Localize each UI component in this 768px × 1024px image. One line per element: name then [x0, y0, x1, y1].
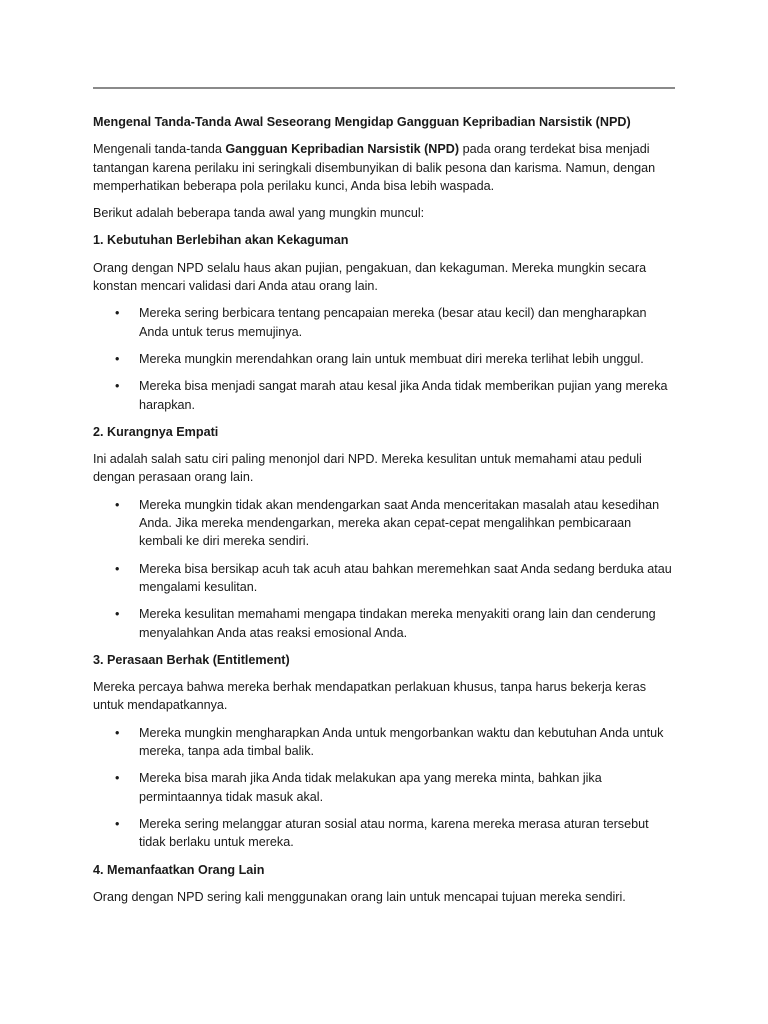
- bullet-icon: •: [115, 497, 120, 512]
- list-item: [93, 377, 675, 414]
- list-item-text: Mereka mungkin tidak akan mendengarkan saat Anda menceritakan masalah atau kesedihan Anda. Jika mereka mendengarkan, mereka akan cepat-cepat mengalihkan pembicaraan kembali ke diri mereka sendiri.: [139, 497, 660, 549]
- list-item: [93, 350, 675, 368]
- section-heading: 2. Kurangnya Empati: [93, 424, 219, 439]
- section-paragraph: Orang dengan NPD selalu haus akan pujian, pengakuan, dan kekaguman. Mereka mungkin secara konstan mencari validasi dari Anda atau orang lain.: [93, 260, 647, 294]
- intro-text-bold: Gangguan Kepribadian Narsistik (NPD): [225, 142, 460, 157]
- bullet-list: [93, 724, 675, 852]
- section-paragraph: Mereka percaya bahwa mereka berhak mendapatkan perlakuan khusus, tanpa harus bekerja keras untuk mendapatkannya.: [93, 680, 647, 713]
- bullet-icon: •: [115, 771, 120, 786]
- section-heading: 4. Memanfaatkan Orang Lain: [93, 862, 265, 877]
- list-item-text: Mereka sering berbicara tentang pencapaian mereka (besar atau kecil) dan mengharapkan Anda untuk terus memujinya.: [139, 306, 647, 339]
- bullet-icon: •: [115, 816, 120, 831]
- section-heading: 1. Kebutuhan Berlebihan akan Kekaguman: [93, 233, 349, 248]
- section-heading: 3. Perasaan Berhak (Entitlement): [93, 652, 290, 667]
- list-item: [93, 605, 675, 642]
- document-title: Mengenal Tanda-Tanda Awal Seseorang Mengidap Gangguan Kepribadian Narsistik (NPD): [93, 115, 631, 129]
- list-item-text: Mereka mungkin mengharapkan Anda untuk mengorbankan waktu dan kebutuhan Anda untuk mereka, tanpa ada timbal balik.: [139, 725, 664, 759]
- document-body: [93, 113, 675, 915]
- bullet-list: [93, 496, 675, 642]
- intro-text-before: Mengenali tanda-tanda: [93, 142, 226, 157]
- list-item-text: Mereka bisa marah jika Anda tidak melakukan apa yang mereka minta, bahkan jika permintaannya tidak masuk akal.: [139, 771, 602, 804]
- bullet-icon: •: [115, 379, 120, 394]
- list-item: [93, 496, 675, 551]
- bullet-icon: •: [115, 306, 120, 321]
- bullet-icon: •: [115, 351, 120, 366]
- bullet-icon: •: [115, 561, 120, 576]
- section-paragraph: Ini adalah salah satu ciri paling menonjol dari NPD. Mereka kesulitan untuk memahami atau peduli dengan perasaan orang lain.: [93, 452, 642, 485]
- lead-paragraph: Berikut adalah beberapa tanda awal yang mungkin muncul:: [93, 206, 425, 221]
- list-item: [93, 815, 675, 852]
- list-item: [93, 560, 675, 597]
- bullet-list: [93, 304, 675, 413]
- intro-paragraph: [93, 140, 675, 195]
- list-item-text: Mereka sering melanggar aturan sosial atau norma, karena mereka merasa aturan tersebut tidak berlaku untuk mereka.: [139, 816, 649, 850]
- bullet-icon: •: [115, 607, 120, 622]
- list-item: [93, 769, 675, 806]
- list-item-text: Mereka kesulitan memahami mengapa tindakan mereka menyakiti orang lain dan cenderung menyalahkan Anda atas reaksi emosional Anda.: [139, 607, 656, 640]
- list-item-text: Mereka mungkin merendahkan orang lain untuk membuat diri mereka terlihat lebih unggul.: [139, 351, 644, 366]
- top-horizontal-rule: [93, 87, 675, 89]
- list-item-text: Mereka bisa menjadi sangat marah atau kesal jika Anda tidak memberikan pujian yang mereka harapkan.: [139, 379, 668, 412]
- list-item: [93, 304, 675, 341]
- list-item: [93, 724, 675, 761]
- list-item-text: Mereka bisa bersikap acuh tak acuh atau bahkan meremehkan saat Anda sedang berduka atau mengalami kesulitan.: [139, 561, 672, 594]
- section-paragraph: Orang dengan NPD sering kali menggunakan orang lain untuk mencapai tujuan mereka sendiri.: [93, 889, 626, 904]
- bullet-icon: •: [115, 725, 120, 740]
- intro-text-after: pada orang terdekat bisa menjadi tantangan karena perilaku ini seringkali disembunyikan di balik pesona dan karisma. Namun, dengan memperhatikan beberapa pola perilaku kunci, Anda bisa lebih waspada.: [93, 142, 656, 193]
